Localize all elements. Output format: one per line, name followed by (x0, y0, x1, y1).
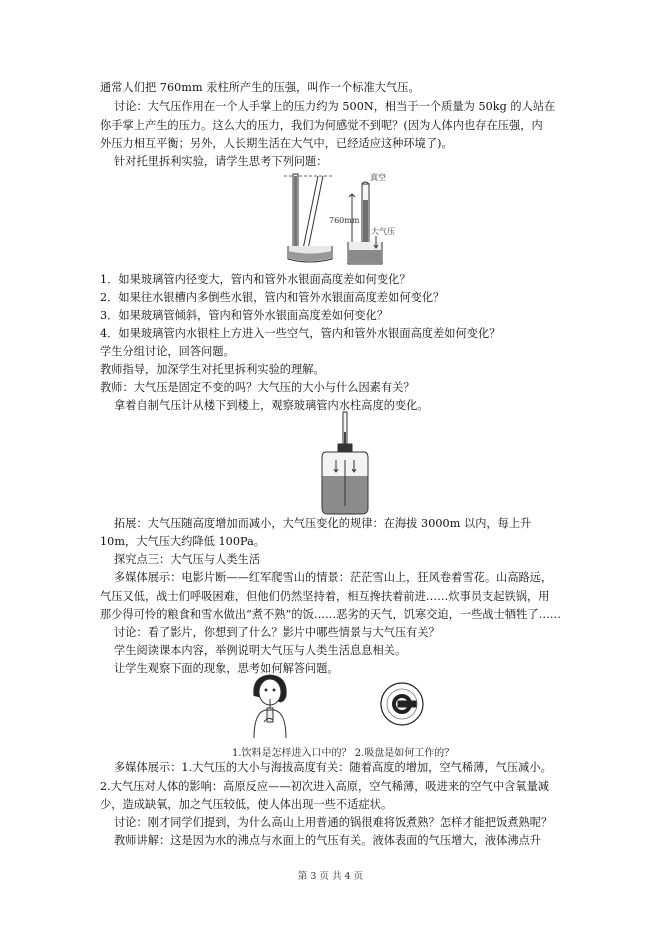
text-line: 教师：大气压是固定不变的吗？大气压的大小与什么因素有关？ (100, 381, 415, 394)
text-line: 外压力相互平衡；另外，人长期生活在大气中，已经适应这种环境了)。 (100, 137, 453, 150)
suction-cup-figure (378, 680, 426, 728)
text-line: 2.大气压对人体的影响：高原反应——初次进入高原，空气稀薄，吸进来的空气中含氧量减 (100, 780, 550, 793)
question-line: 4．如果玻璃管内水银柱上方进入一些空气，管内和管外水银面高度差如何变化？ (100, 327, 501, 340)
text-line: 那少得可怜的粮食和雪水做出“煮不熟”的饭……恶劣的天气，饥寒交迫，一些战士牺牲了…… (100, 608, 562, 621)
page-footer: 第 3 页 共 4 页 (297, 871, 364, 882)
vacuum-label: 真空 (370, 173, 386, 182)
height-label: 760mm (329, 216, 360, 225)
text-line: 教师指导，加深学生对托里拆利实验的理解。 (100, 363, 325, 376)
homemade-barometer-figure (318, 410, 374, 516)
torricelli-experiment-figure (280, 166, 420, 274)
text-line: 10m，大气压大约降低 100Pa。 (100, 535, 266, 548)
text-line: 拓展：大气压随高度增加而减小，大气压变化的规律：在海拔 3000m 以内，每上升 (114, 517, 532, 530)
text-line: 通常人们把 760mm 汞柱所产生的压强，叫作一个标准大气压。 (100, 81, 420, 94)
text-line: 学生阅读课本内容，举例说明大气压与人类生活息息相关。 (114, 644, 407, 657)
text-line: 讨论：看了影片，你想到了什么？影片中哪些情景与大气压有关？ (114, 626, 440, 639)
text-line: 你手掌上产生的压力。这么大的压力，我们为何感觉不到呢？(因为人体内也存在压强，内 (100, 119, 543, 132)
text-line: 讨论：刚才同学们提到，为什么高山上用普通的锅很难将饭煮熟？怎样才能把饭煮熟呢？ (114, 816, 553, 829)
text-line: 讨论：大气压作用在一个人手掌上的压力约为 500N，相当于一个质量为 50kg 的人站在 (114, 100, 556, 113)
girl-drinking-figure (240, 672, 302, 740)
question-line: 3．如果玻璃管倾斜，管内和管外水银面高度差如何变化？ (100, 309, 389, 322)
question-line: 1．如果玻璃管内径变大，管内和管外水银面高度差如何变化？ (100, 273, 411, 286)
text-line: 多媒体展示：1.大气压的大小与海拔高度有关：随着高度的增加，空气稀薄，气压减小。 (114, 761, 552, 774)
section-heading: 探究点三：大气压与人类生活 (114, 553, 261, 566)
text-line: 气压又低，战士们呼吸困难，但他们仍然坚持着，相互搀扶着前进……炊事员支起铁锅，用 (100, 590, 550, 603)
text-line: 拿着自制气压计从楼下到楼上，观察玻璃管内水柱高度的变化。 (114, 399, 429, 412)
tilted-tube-setup (284, 174, 334, 262)
question-line: 2．如果往水银槽内多倒些水银，管内和管外水银面高度差如何变化？ (100, 291, 445, 304)
text-line: 学生分组讨论，回答问题。 (100, 345, 235, 358)
pressure-label: 大气压 (371, 227, 395, 236)
text-line: 少，造成缺氧，加之气压较低，使人体出现一些不适症状。 (100, 798, 393, 811)
text-line: 多媒体展示：电影片断——红军爬雪山的情景：茫茫雪山上，狂风卷着雪花。山高路远， (114, 571, 553, 584)
text-line: 让学生观察下面的现象，思考如何解答问题。 (114, 662, 339, 675)
figure-caption: 1.饮料是怎样进入口中的？ 2.吸盘是如何工作的？ (232, 748, 455, 759)
text-line: 针对托里拆利实验，请学生思考下列问题： (114, 155, 328, 168)
text-line: 教师讲解：这是因为水的沸点与水面上的气压有关。液体表面的气压增大，液体沸点升 (114, 834, 542, 847)
